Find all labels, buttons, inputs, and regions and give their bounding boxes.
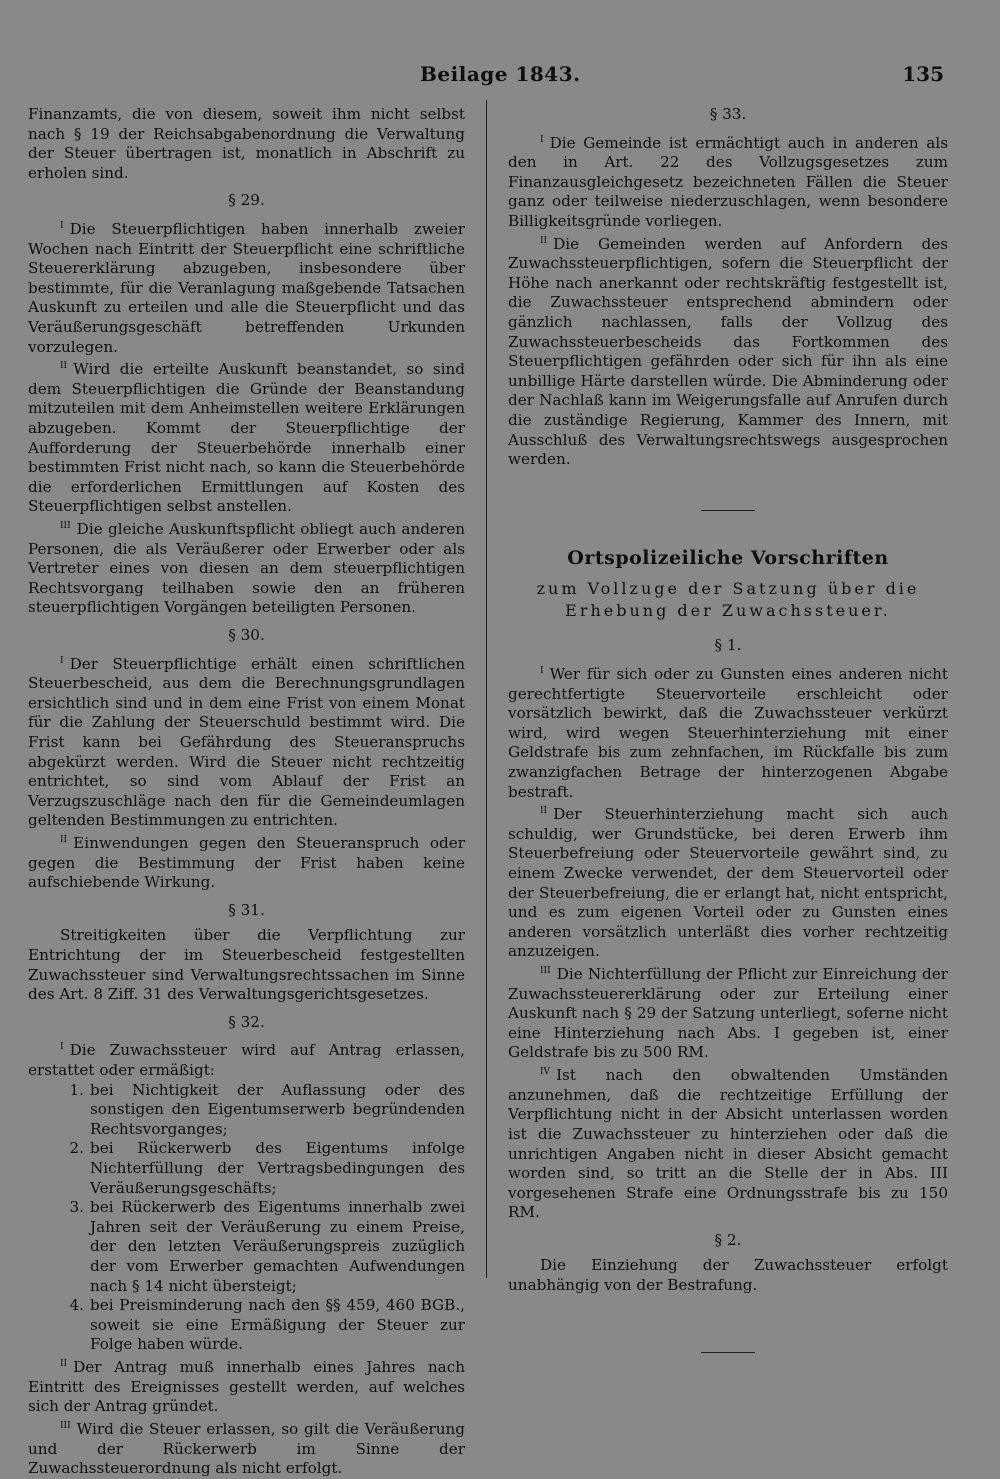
intro-paragraph: Finanzamts, die von diesem, soweit ihm nicht selbst nach § 19 der Reichsabgabenordnung die Verwaltung der Steuer übertragen ist, monatlich in Abschrift zu erholen sind. bbox=[28, 105, 465, 182]
paragraph-text: Wird die Steuer erlassen, so gilt die Veräußerung und der Rückerwerb im Sinne der Zuwachssteuerordnung als nicht erfolgt. bbox=[28, 1419, 465, 1478]
list-item bbox=[69, 1080, 465, 1140]
paragraph-mark: II bbox=[60, 1359, 68, 1369]
paragraph-mark: I bbox=[60, 1042, 64, 1053]
paragraph-text: Wird die erteilte Auskunft beanstandet, so sind dem Steuerpflichtigen die Gründe der Beanstandung mitzuteilen mit dem Anheimstellen weitere Erklärungen abzugeben. Kommt der Steuerpflichtige der Aufforderung der Steuerbehörde innerhalb einer bestimmten Frist nicht nach, so kann die Steuerbehörde die erforderlichen Ermittlungen auf Kosten des Steuerpflichtigen selbst anstellen. bbox=[28, 360, 465, 516]
paragraph-text: Der Antrag muß innerhalb eines Jahres nach Eintritt des Ereignisses gestellt werden, auf welches sich der Antrag gründet. bbox=[28, 1358, 465, 1416]
page-number: 135 bbox=[902, 62, 944, 86]
list-item bbox=[69, 1198, 465, 1296]
list-number: 1. bbox=[69, 1080, 84, 1099]
paragraph-text: Der Steuerhinterziehung macht sich auch schuldig, wer Grundstücke, bei deren Erwerb ihm Steuerbefreiung oder Steuervorteile gewährt sind, zu einem Zwecke verwendet, der dem Steuervorteil oder der Steuerbefreiung, die er erlangt hat, nicht entspricht, und es zum eigenen Vorteil oder zu Gunsten eines anderen vorsätzlich unterläßt dies vorher rechtzeitig anzuzeigen. bbox=[508, 805, 948, 961]
section-29-paragraph-2 bbox=[28, 357, 465, 517]
section-32-paragraph-3 bbox=[28, 1417, 465, 1479]
section-32-list bbox=[28, 1081, 465, 1355]
section-2-title: § 2. bbox=[714, 1230, 742, 1249]
section-31-title: § 31. bbox=[228, 900, 265, 919]
list-item bbox=[69, 1296, 465, 1355]
list-text: bei Rückerwerb des Eigentums infolge Nichterfüllung der Vertragsbedingungen des Veräußerungsgeschäfts; bbox=[90, 1139, 465, 1197]
paragraph-mark: III bbox=[540, 966, 551, 977]
section-1-paragraph-1 bbox=[508, 662, 948, 802]
section-2-paragraph-1: Die Einziehung der Zuwachssteuer erfolgt unabhängig von der Bestrafung. bbox=[508, 1256, 948, 1295]
paragraph-text: Die Gemeinden werden auf Anfordern des Zuwachssteuerpflichtigen, sofern die Steuerpflicht der Höhe nach anerkannt oder rechtskräftig festgestellt ist, die Zuwachssteuer entsprechend abmindern oder gänzlich nachlassen, falls der Vollzug des Zuwachssteuerbescheids das Fortkommen des Steuerpflichtigen gefährden oder sich für ihn als eine unbillige Härte darstellen würde. Die Abminderung oder der Nachlaß kann im Weigerungsfalle auf Anrufen durch die zuständige Regierung, Kammer des Innern, mit Ausschluß des Verwaltungsrechtswegs ausgesprochen werden. bbox=[508, 234, 948, 469]
list-item bbox=[69, 1139, 465, 1198]
section-32-paragraph-2 bbox=[28, 1355, 465, 1417]
list-text: bei Rückerwerb des Eigentums innerhalb zwei Jahren seit der Veräußerung zu einem Preise, der den letzten Veräußerungspreis zuzüglich der vom Erwerber gemachten Aufwendungen nach § 14 nicht übersteigt; bbox=[90, 1198, 465, 1295]
section-31-paragraph-1: Streitigkeiten über die Verpflichtung zur Entrichtung der im Steuerbescheid festgestellten Zuwachssteuer sind Verwaltungsrechtssachen im Sinne des Art. 8 Ziff. 31 des Verwaltungsgerichtsgesetzes. bbox=[28, 926, 465, 1004]
regulations-heading: Ortspolizeiliche Vorschriften bbox=[567, 546, 889, 569]
paragraph-mark: I bbox=[60, 220, 64, 231]
section-1-paragraph-2 bbox=[508, 802, 948, 962]
paragraph-mark: I bbox=[540, 134, 544, 145]
list-text: bei Preisminderung nach den §§ 459, 460 BGB., soweit sie eine Ermäßigung der Steuer zur Folge haben würde. bbox=[90, 1296, 465, 1354]
separator-rule bbox=[701, 510, 755, 511]
regulations-subheading: zum Vollzuge der Satzung über die Erhebung der Zuwachssteuer. bbox=[536, 579, 920, 621]
section-33-paragraph-2 bbox=[508, 232, 948, 470]
paragraph-mark: II bbox=[540, 806, 548, 817]
left-column bbox=[28, 105, 465, 1479]
section-29-paragraph-1 bbox=[28, 217, 465, 357]
list-number: 3. bbox=[69, 1198, 84, 1217]
paragraph-mark: I bbox=[540, 666, 544, 676]
paragraph-mark: IV bbox=[540, 1067, 551, 1078]
list-number: 4. bbox=[69, 1296, 84, 1315]
section-33-paragraph-1 bbox=[508, 131, 948, 232]
section-1-paragraph-3 bbox=[508, 962, 948, 1063]
paragraph-text: Ist nach den obwaltenden Umständen anzunehmen, daß die rechtzeitige Erfüllung der Verpflichtung nicht in der Absicht unterlassen worden ist die Zuwachssteuer zu hinterziehen oder daß die unrichtigen Angaben nicht in dieser Absicht gemacht worden sind, so tritt an die Stelle der in Abs. III vorgesehenen Strafe eine Ordnungsstrafe bis zu 150 RM. bbox=[508, 1066, 948, 1222]
paragraph-mark: III bbox=[60, 521, 71, 531]
section-30-paragraph-2 bbox=[28, 831, 465, 893]
paragraph-text: Die Gemeinde ist ermächtigt auch in anderen als den in Art. 22 des Vollzugsgesetzes zum Finanzausgleichgesetz bezeichneten Fällen die Steuer ganz oder teilweise niederzuschlagen, wenn besondere Billigkeitsgründe vorliegen. bbox=[508, 133, 948, 231]
paragraph-text: Wer für sich oder zu Gunsten eines anderen nicht gerechtfertigte Steuervorteile erschleicht oder vorsätzlich bewirkt, daß die Zuwachssteuer verkürzt wird, wird wegen Steuerhinterziehung mit einer Geldstrafe bis zum zehnfachen, im Rückfalle bis zum zwanzigfachen Betrage der hinterzogenen Abgabe bestraft. bbox=[508, 665, 948, 801]
paragraph-mark: II bbox=[60, 835, 68, 846]
paragraph-text: Der Steuerpflichtige erhält einen schriftlichen Steuerbescheid, aus dem die Berechnungsgrundlagen ersichtlich sind und in dem eine Frist von einem Monat für die Zahlung der Steuerschuld bestimmt wird. Die Frist kann bei Gefährdung des Steueranspruchs abgekürzt werden. Wird die Steuer nicht rechtzeitig entrichtet, so sind vom Ablauf der Frist an Verzugszuschläge nach den für die Gemeindeumlagen geltenden Bestimmungen zu entrichten. bbox=[28, 654, 465, 830]
right-column bbox=[508, 105, 948, 1391]
paragraph-mark: I bbox=[60, 655, 64, 666]
paragraph-text: Die Steuerpflichtigen haben innerhalb zweier Wochen nach Eintritt der Steuerpflicht eine schriftliche Steuererklärung abzugeben, insbesondere über bestimmte, für die Veranlagung maßgebende Tatsachen Auskunft zu erteilen und alle die Steuerpflicht und das Veräußerungsgeschäft betreffenden Urkunden vorzulegen. bbox=[28, 220, 465, 356]
paragraph-text: Einwendungen gegen den Steueranspruch oder gegen die Bestimmung der Frist haben keine aufschiebende Wirkung. bbox=[28, 834, 465, 892]
list-text: bei Nichtigkeit der Auflassung oder des sonstigen den Eigentumserwerb begründenden Rechtsvorganges; bbox=[90, 1080, 465, 1138]
section-1-title: § 1. bbox=[714, 636, 742, 655]
section-30-paragraph-1 bbox=[28, 652, 465, 831]
section-29-paragraph-3 bbox=[28, 517, 465, 618]
paragraph-mark: II bbox=[540, 235, 548, 246]
end-rule bbox=[701, 1352, 755, 1353]
section-29-title: § 29. bbox=[228, 191, 265, 210]
section-32-title: § 32. bbox=[228, 1012, 265, 1031]
paragraph-text: Die Nichterfüllung der Pflicht zur Einreichung der Zuwachssteuererklärung oder zur Erteilung einer Auskunft nach § 29 der Satzung unterliegt, soferne nicht eine Hinterziehung nach Abs. I gegeben ist, einer Geldstrafe bis zu 500 RM. bbox=[508, 965, 948, 1062]
paragraph-text: Die gleiche Auskunftspflicht obliegt auch anderen Personen, die als Veräußerer oder Erwerber oder als Vertreter eines von diesen an dem steuerpflichtigen Rechtsvorgang teilhaben sowie den an früheren steuerpflichtigen Vorgängen beteiligten Personen. bbox=[28, 520, 465, 617]
running-title: Beilage 1843. bbox=[420, 62, 581, 86]
section-32-paragraph-1 bbox=[28, 1038, 465, 1080]
paragraph-mark: II bbox=[60, 361, 68, 372]
column-divider bbox=[486, 100, 487, 1278]
paragraph-text: Die Zuwachssteuer wird auf Antrag erlassen, erstattet oder ermäßigt: bbox=[28, 1041, 465, 1080]
section-30-title: § 30. bbox=[228, 626, 265, 645]
list-number: 2. bbox=[69, 1139, 84, 1158]
paragraph-mark: III bbox=[60, 1420, 71, 1431]
section-33-title: § 33. bbox=[709, 105, 747, 123]
page-header bbox=[0, 62, 1000, 92]
section-1-paragraph-4 bbox=[508, 1063, 948, 1223]
